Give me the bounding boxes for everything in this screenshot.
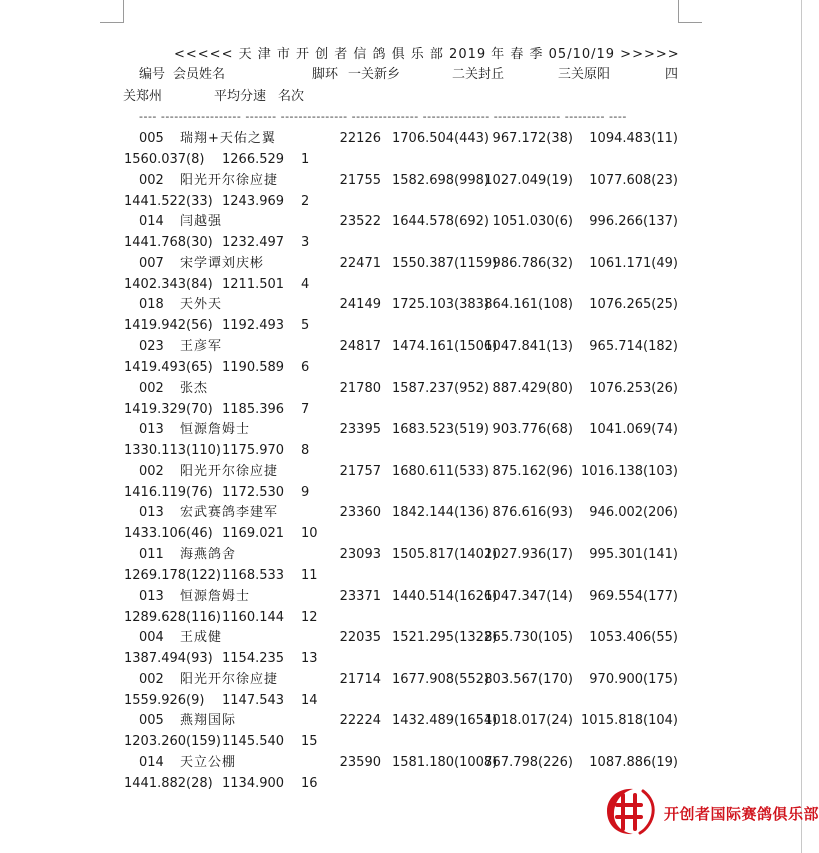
stage-1-speed: 1842.144(136) bbox=[392, 505, 489, 520]
result-row bbox=[0, 630, 802, 646]
header-average-speed: 平均分速 bbox=[214, 89, 267, 104]
average-speed: 1232.497 bbox=[222, 235, 285, 250]
member-name: 恒源詹姆士 bbox=[180, 589, 251, 604]
stage-3-speed: 1094.483(11) bbox=[589, 131, 678, 146]
header-stage-3: 三关原阳 bbox=[558, 67, 611, 82]
stage-3-speed: 1077.608(23) bbox=[589, 173, 678, 188]
member-name: 王成健 bbox=[180, 630, 223, 645]
result-row bbox=[0, 214, 802, 230]
result-row bbox=[0, 381, 802, 397]
crop-mark-top-left bbox=[100, 22, 124, 23]
stage-4-speed: 1419.329(70) bbox=[124, 402, 213, 417]
stage-1-speed: 1644.578(692) bbox=[392, 214, 489, 229]
rank: 15 bbox=[301, 734, 318, 749]
ring-number: 23360 bbox=[339, 505, 381, 520]
stage-2-speed: 1047.841(13) bbox=[484, 339, 573, 354]
result-row-continuation bbox=[0, 568, 802, 584]
average-speed: 1154.235 bbox=[222, 651, 285, 666]
rank: 7 bbox=[301, 402, 310, 417]
stage-2-speed: 1027.049(19) bbox=[484, 173, 573, 188]
rank: 1 bbox=[301, 152, 310, 167]
stage-4-speed: 1441.768(30) bbox=[124, 235, 213, 250]
ring-number: 21757 bbox=[339, 464, 381, 479]
ring-number: 24149 bbox=[339, 297, 381, 312]
result-row-continuation bbox=[0, 443, 802, 459]
stage-4-speed: 1387.494(93) bbox=[124, 651, 213, 666]
member-name: 瑞翔+天佑之翼 bbox=[180, 131, 276, 146]
result-row bbox=[0, 713, 802, 729]
header-rank: 名次 bbox=[278, 89, 305, 104]
average-speed: 1160.144 bbox=[222, 610, 285, 625]
stage-4-speed: 1402.343(84) bbox=[124, 277, 213, 292]
club-logo bbox=[597, 785, 819, 837]
stage-1-speed: 1581.180(1008) bbox=[392, 755, 498, 770]
stage-3-speed: 995.301(141) bbox=[589, 547, 678, 562]
average-speed: 1185.396 bbox=[222, 402, 285, 417]
average-speed: 1134.900 bbox=[222, 776, 285, 791]
stage-1-speed: 1587.237(952) bbox=[392, 381, 489, 396]
result-row-continuation bbox=[0, 610, 802, 626]
average-speed: 1168.533 bbox=[222, 568, 285, 583]
result-row bbox=[0, 339, 802, 355]
ring-number: 21780 bbox=[339, 381, 381, 396]
stage-1-speed: 1432.489(1654) bbox=[392, 713, 498, 728]
stage-3-speed: 946.002(206) bbox=[589, 505, 678, 520]
header-stage-2: 二关封丘 bbox=[452, 67, 505, 82]
stage-4-speed: 1433.106(46) bbox=[124, 526, 213, 541]
stage-3-speed: 1076.265(25) bbox=[589, 297, 678, 312]
stage-4-speed: 1269.178(122) bbox=[124, 568, 221, 583]
stage-4-speed: 1559.926(9) bbox=[124, 693, 205, 708]
rank: 9 bbox=[301, 485, 310, 500]
stage-2-speed: 865.730(105) bbox=[484, 630, 573, 645]
ring-number: 22126 bbox=[339, 131, 381, 146]
ring-number: 22224 bbox=[339, 713, 381, 728]
result-row-continuation bbox=[0, 485, 802, 501]
stage-2-speed: 1018.017(24) bbox=[484, 713, 573, 728]
result-row-continuation bbox=[0, 360, 802, 376]
stage-2-speed: 986.786(32) bbox=[492, 256, 573, 271]
stage-4-speed: 1203.260(159) bbox=[124, 734, 221, 749]
stage-1-speed: 1677.908(552) bbox=[392, 672, 489, 687]
stage-2-speed: 876.616(93) bbox=[492, 505, 573, 520]
ring-number: 22471 bbox=[339, 256, 381, 271]
result-row bbox=[0, 547, 802, 563]
rank: 11 bbox=[301, 568, 318, 583]
result-row bbox=[0, 131, 802, 147]
stage-4-speed: 1560.037(8) bbox=[124, 152, 205, 167]
rank: 16 bbox=[301, 776, 318, 791]
result-row-continuation bbox=[0, 693, 802, 709]
average-speed: 1266.529 bbox=[222, 152, 285, 167]
club-logo-text: 开创者国际赛鸽俱乐部 bbox=[664, 805, 819, 823]
header-ring: 脚环 bbox=[312, 67, 339, 82]
header-stage-1: 一关新乡 bbox=[348, 67, 401, 82]
crop-mark-top-left bbox=[123, 0, 124, 22]
result-row-continuation bbox=[0, 235, 802, 251]
member-id: 018 bbox=[139, 297, 164, 312]
rank: 14 bbox=[301, 693, 318, 708]
crop-mark-top-right bbox=[678, 0, 679, 22]
stage-1-speed: 1550.387(1159) bbox=[392, 256, 498, 271]
average-speed: 1243.969 bbox=[222, 194, 285, 209]
stage-3-speed: 1053.406(55) bbox=[589, 630, 678, 645]
member-id: 002 bbox=[139, 464, 164, 479]
member-name: 闫越强 bbox=[180, 214, 223, 229]
result-row bbox=[0, 755, 802, 771]
stage-4-speed: 1419.493(65) bbox=[124, 360, 213, 375]
result-row-continuation bbox=[0, 526, 802, 542]
stage-3-speed: 996.266(137) bbox=[589, 214, 678, 229]
stage-3-speed: 965.714(182) bbox=[589, 339, 678, 354]
stage-4-speed: 1416.119(76) bbox=[124, 485, 213, 500]
ring-number: 23590 bbox=[339, 755, 381, 770]
stage-3-speed: 969.554(177) bbox=[589, 589, 678, 604]
rank: 5 bbox=[301, 318, 310, 333]
member-name: 海燕鸽舍 bbox=[180, 547, 237, 562]
member-name: 王彦军 bbox=[180, 339, 223, 354]
member-name: 阳光开尔徐应捷 bbox=[180, 173, 279, 188]
member-name: 天立公棚 bbox=[180, 755, 237, 770]
stage-2-speed: 887.429(80) bbox=[492, 381, 573, 396]
stage-2-speed: 803.567(170) bbox=[484, 672, 573, 687]
ring-number: 23093 bbox=[339, 547, 381, 562]
header-stage-4-end: 关郑州 bbox=[123, 89, 163, 104]
ring-number: 22035 bbox=[339, 630, 381, 645]
ring-number: 21714 bbox=[339, 672, 381, 687]
result-row bbox=[0, 464, 802, 480]
stage-4-speed: 1419.942(56) bbox=[124, 318, 213, 333]
result-row-continuation bbox=[0, 651, 802, 667]
average-speed: 1169.021 bbox=[222, 526, 285, 541]
result-row bbox=[0, 297, 802, 313]
rank: 3 bbox=[301, 235, 310, 250]
stage-1-speed: 1725.103(383) bbox=[392, 297, 489, 312]
member-id: 013 bbox=[139, 505, 164, 520]
result-row-continuation bbox=[0, 318, 802, 334]
member-id: 005 bbox=[139, 131, 164, 146]
member-name: 宏武赛鸽李建军 bbox=[180, 505, 279, 520]
result-row bbox=[0, 589, 802, 605]
rank: 13 bbox=[301, 651, 318, 666]
header-id: 编号 bbox=[139, 67, 166, 82]
stage-1-speed: 1683.523(519) bbox=[392, 422, 489, 437]
stage-3-speed: 1076.253(26) bbox=[589, 381, 678, 396]
rank: 2 bbox=[301, 194, 310, 209]
stage-1-speed: 1505.817(1402) bbox=[392, 547, 498, 562]
member-id: 002 bbox=[139, 672, 164, 687]
club-logo-mark bbox=[597, 785, 657, 837]
stage-3-speed: 1016.138(103) bbox=[581, 464, 678, 479]
member-id: 004 bbox=[139, 630, 164, 645]
member-id: 023 bbox=[139, 339, 164, 354]
crop-mark-top-right bbox=[678, 22, 702, 23]
member-id: 005 bbox=[139, 713, 164, 728]
stage-1-speed: 1474.161(1506) bbox=[392, 339, 498, 354]
average-speed: 1172.530 bbox=[222, 485, 285, 500]
result-row-continuation bbox=[0, 152, 802, 168]
stage-3-speed: 1087.886(19) bbox=[589, 755, 678, 770]
stage-1-speed: 1706.504(443) bbox=[392, 131, 489, 146]
member-id: 013 bbox=[139, 589, 164, 604]
average-speed: 1192.493 bbox=[222, 318, 285, 333]
average-speed: 1211.501 bbox=[222, 277, 285, 292]
member-id: 011 bbox=[139, 547, 164, 562]
member-id: 007 bbox=[139, 256, 164, 271]
result-row bbox=[0, 505, 802, 521]
member-id: 013 bbox=[139, 422, 164, 437]
separator-line: ---- ------------------ ------- --------------- --------------- --------------- --------------- --------- ---- bbox=[139, 110, 627, 123]
stage-1-speed: 1680.611(533) bbox=[392, 464, 489, 479]
stage-2-speed: 875.162(96) bbox=[492, 464, 573, 479]
stage-2-speed: 1047.347(14) bbox=[484, 589, 573, 604]
member-id: 014 bbox=[139, 755, 164, 770]
rank: 4 bbox=[301, 277, 310, 292]
member-name: 宋学谭刘庆彬 bbox=[180, 256, 265, 271]
result-row bbox=[0, 173, 802, 189]
rank: 10 bbox=[301, 526, 318, 541]
stage-2-speed: 864.161(108) bbox=[484, 297, 573, 312]
member-id: 014 bbox=[139, 214, 164, 229]
header-member-name: 会员姓名 bbox=[173, 67, 226, 82]
rank: 8 bbox=[301, 443, 310, 458]
stage-3-speed: 1015.818(104) bbox=[581, 713, 678, 728]
stage-2-speed: 1051.030(6) bbox=[492, 214, 573, 229]
stage-4-speed: 1289.628(116) bbox=[124, 610, 221, 625]
member-name: 阳光开尔徐应捷 bbox=[180, 672, 279, 687]
stage-4-speed: 1441.522(33) bbox=[124, 194, 213, 209]
member-id: 002 bbox=[139, 381, 164, 396]
member-name: 天外天 bbox=[180, 297, 223, 312]
member-name: 张杰 bbox=[180, 381, 209, 396]
stage-3-speed: 1041.069(74) bbox=[589, 422, 678, 437]
stage-1-speed: 1440.514(1626) bbox=[392, 589, 498, 604]
stage-2-speed: 903.776(68) bbox=[492, 422, 573, 437]
average-speed: 1145.540 bbox=[222, 734, 285, 749]
result-row-continuation bbox=[0, 402, 802, 418]
ring-number: 23522 bbox=[339, 214, 381, 229]
document-title: <<<<< 天 津 市 开 创 者 信 鸽 俱 乐 部 2019 年 春 季 05/10/19 >>>>> bbox=[174, 47, 680, 62]
member-name: 恒源詹姆士 bbox=[180, 422, 251, 437]
stage-2-speed: 967.172(38) bbox=[492, 131, 573, 146]
ring-number: 21755 bbox=[339, 173, 381, 188]
stage-4-speed: 1330.113(110) bbox=[124, 443, 221, 458]
rank: 12 bbox=[301, 610, 318, 625]
ring-number: 23395 bbox=[339, 422, 381, 437]
stage-3-speed: 1061.171(49) bbox=[589, 256, 678, 271]
result-row-continuation bbox=[0, 277, 802, 293]
stage-1-speed: 1582.698(998) bbox=[392, 173, 489, 188]
stage-3-speed: 970.900(175) bbox=[589, 672, 678, 687]
ring-number: 23371 bbox=[339, 589, 381, 604]
average-speed: 1175.970 bbox=[222, 443, 285, 458]
member-id: 002 bbox=[139, 173, 164, 188]
result-row-continuation bbox=[0, 734, 802, 750]
result-row bbox=[0, 422, 802, 438]
average-speed: 1147.543 bbox=[222, 693, 285, 708]
member-name: 阳光开尔徐应捷 bbox=[180, 464, 279, 479]
ring-number: 24817 bbox=[339, 339, 381, 354]
stage-1-speed: 1521.295(1322) bbox=[392, 630, 498, 645]
rank: 6 bbox=[301, 360, 310, 375]
result-row-continuation bbox=[0, 194, 802, 210]
result-row bbox=[0, 256, 802, 272]
stage-4-speed: 1441.882(28) bbox=[124, 776, 213, 791]
average-speed: 1190.589 bbox=[222, 360, 285, 375]
stage-2-speed: 767.798(226) bbox=[484, 755, 573, 770]
member-name: 燕翔国际 bbox=[180, 713, 237, 728]
result-row bbox=[0, 672, 802, 688]
stage-2-speed: 1027.936(17) bbox=[484, 547, 573, 562]
header-stage-4-start: 四 bbox=[665, 67, 679, 82]
